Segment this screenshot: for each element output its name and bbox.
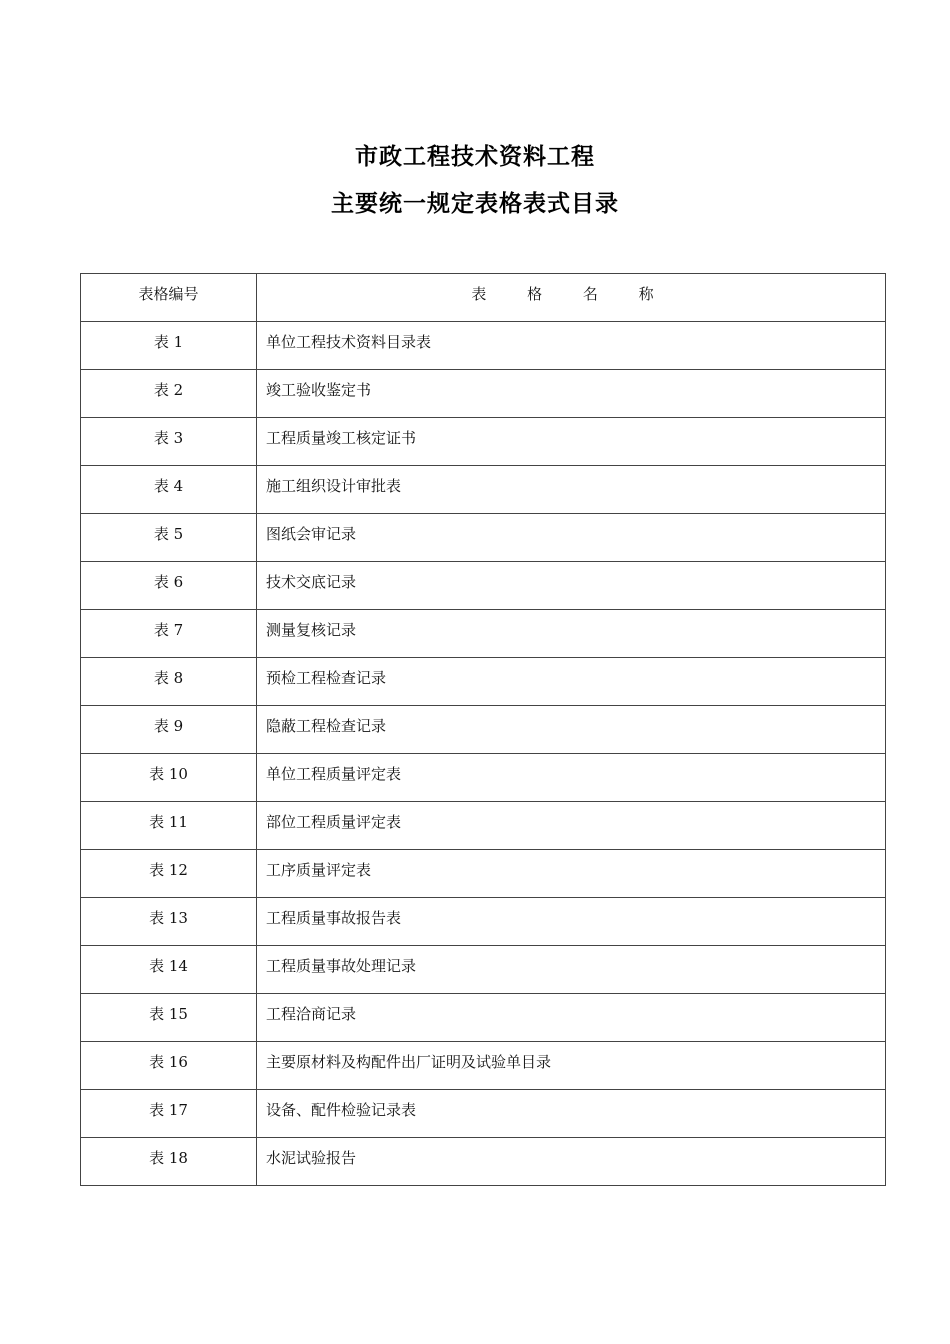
form-number-cell: 表 10	[81, 754, 257, 802]
form-number-cell: 表 5	[81, 514, 257, 562]
form-number-cell: 表 12	[81, 850, 257, 898]
table-row	[81, 1042, 886, 1090]
form-number-cell: 表 15	[81, 994, 257, 1042]
table-row	[81, 658, 886, 706]
table-row	[81, 562, 886, 610]
form-name-cell: 工程质量事故报告表	[257, 898, 886, 946]
form-name-cell: 主要原材料及构配件出厂证明及试验单目录	[257, 1042, 886, 1090]
table-row	[81, 370, 886, 418]
form-number-cell: 表 6	[81, 562, 257, 610]
form-name-cell: 工程质量竣工核定证书	[257, 418, 886, 466]
table-row	[81, 994, 886, 1042]
form-number-cell: 表 14	[81, 946, 257, 994]
form-name-cell: 单位工程技术资料目录表	[257, 322, 886, 370]
table-row	[81, 850, 886, 898]
form-name-cell: 技术交底记录	[257, 562, 886, 610]
form-number-cell: 表 7	[81, 610, 257, 658]
form-number-cell: 表 11	[81, 802, 257, 850]
table-row	[81, 802, 886, 850]
form-number-cell: 表 3	[81, 418, 257, 466]
table-row	[81, 610, 886, 658]
form-catalog-table	[80, 273, 886, 1186]
form-number-cell: 表 1	[81, 322, 257, 370]
form-number-cell: 表 8	[81, 658, 257, 706]
table-row	[81, 418, 886, 466]
form-name-cell: 隐蔽工程检查记录	[257, 706, 886, 754]
form-name-cell: 测量复核记录	[257, 610, 886, 658]
form-number-cell: 表 4	[81, 466, 257, 514]
table-row	[81, 514, 886, 562]
form-number-cell: 表 9	[81, 706, 257, 754]
table-row	[81, 466, 886, 514]
form-name-cell: 竣工验收鉴定书	[257, 370, 886, 418]
form-name-cell: 施工组织设计审批表	[257, 466, 886, 514]
form-name-cell: 部位工程质量评定表	[257, 802, 886, 850]
document-title: 市政工程技术资料工程	[355, 144, 595, 170]
table-row	[81, 322, 886, 370]
table-row	[81, 754, 886, 802]
header-form-number: 表格编号	[81, 274, 257, 322]
form-name-cell: 工序质量评定表	[257, 850, 886, 898]
table-row	[81, 706, 886, 754]
document-subtitle: 主要统一规定表格表式目录	[331, 191, 619, 217]
form-number-cell: 表 16	[81, 1042, 257, 1090]
form-name-cell: 单位工程质量评定表	[257, 754, 886, 802]
catalog-table-body	[81, 274, 886, 1186]
form-name-cell: 水泥试验报告	[257, 1138, 886, 1186]
form-name-cell: 设备、配件检验记录表	[257, 1090, 886, 1138]
table-row	[81, 946, 886, 994]
form-name-cell: 预检工程检查记录	[257, 658, 886, 706]
table-row	[81, 898, 886, 946]
form-number-cell: 表 13	[81, 898, 257, 946]
form-number-cell: 表 17	[81, 1090, 257, 1138]
form-name-cell: 工程质量事故处理记录	[257, 946, 886, 994]
form-number-cell: 表 2	[81, 370, 257, 418]
form-name-cell: 图纸会审记录	[257, 514, 886, 562]
table-row	[81, 1138, 886, 1186]
form-name-cell: 工程洽商记录	[257, 994, 886, 1042]
header-form-name: 表 格 名 称	[257, 274, 886, 322]
table-row	[81, 1090, 886, 1138]
form-number-cell: 表 18	[81, 1138, 257, 1186]
table-header-row	[81, 274, 886, 322]
